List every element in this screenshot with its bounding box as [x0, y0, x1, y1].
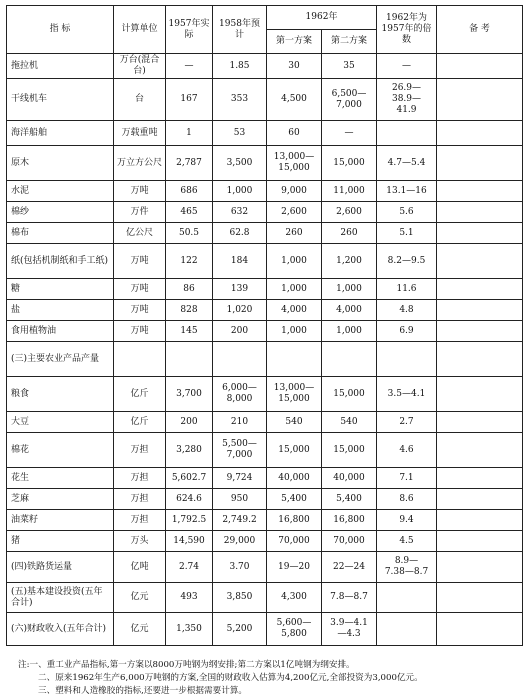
row-unit: 万担	[114, 468, 166, 489]
row-remarks	[437, 510, 523, 531]
value-1962-plan-a: 1,000	[267, 321, 322, 342]
row-unit: 亿元	[114, 613, 166, 646]
value-ratio: 8.9— 7.38—8.7	[377, 552, 437, 583]
value-1962-plan-b: 35	[322, 54, 377, 79]
row-name: 芝麻	[7, 489, 114, 510]
value-1962-plan-b	[322, 342, 377, 377]
value-1962-plan-a: 16,800	[267, 510, 322, 531]
row-remarks	[437, 377, 523, 412]
value-ratio: 11.6	[377, 279, 437, 300]
value-1957: 686	[166, 181, 213, 202]
value-ratio: 8.6	[377, 489, 437, 510]
row-name: 纸(包括机制纸和手工纸)	[7, 244, 114, 279]
value-1958: 5,200	[213, 613, 267, 646]
value-1957: 145	[166, 321, 213, 342]
value-1958: 29,000	[213, 531, 267, 552]
row-unit: 万担	[114, 489, 166, 510]
value-ratio: 6.9	[377, 321, 437, 342]
table-row	[7, 300, 523, 321]
value-1958: 632	[213, 202, 267, 223]
value-1957: 167	[166, 79, 213, 121]
value-ratio: 26.9— 38.9— 41.9	[377, 79, 437, 121]
value-1962-plan-a: 260	[267, 223, 322, 244]
value-1958: 3,500	[213, 146, 267, 181]
value-1962-plan-b: 16,800	[322, 510, 377, 531]
row-name: 猪	[7, 531, 114, 552]
header-plan-b: 第二方案	[322, 30, 377, 54]
value-1958: 2,749.2	[213, 510, 267, 531]
value-1962-plan-b: 15,000	[322, 377, 377, 412]
value-1958: 210	[213, 412, 267, 433]
table-row	[7, 244, 523, 279]
value-1958: 1,000	[213, 181, 267, 202]
value-1957: 1	[166, 121, 213, 146]
table-row	[7, 202, 523, 223]
value-1958: 200	[213, 321, 267, 342]
value-1962-plan-a	[267, 342, 322, 377]
value-1957: 3,280	[166, 433, 213, 468]
value-1958: 9,724	[213, 468, 267, 489]
footnote-2: 二、原来1962年生产6,000万吨钢的方案,全国的财政收入估算为4,200亿元,全部投资为3,000亿元。	[38, 673, 423, 683]
value-1958: 353	[213, 79, 267, 121]
row-name: 盐	[7, 300, 114, 321]
value-1962-plan-b: —	[322, 121, 377, 146]
value-1962-plan-b: 1,000	[322, 279, 377, 300]
value-1957: 624.6	[166, 489, 213, 510]
value-1962-plan-b: 22—24	[322, 552, 377, 583]
value-1962-plan-b: 540	[322, 412, 377, 433]
value-1957	[166, 342, 213, 377]
row-remarks	[437, 412, 523, 433]
value-1962-plan-a: 1,000	[267, 279, 322, 300]
row-name: 水泥	[7, 181, 114, 202]
row-name: 粮食	[7, 377, 114, 412]
value-1962-plan-b: 5,400	[322, 489, 377, 510]
row-remarks	[437, 279, 523, 300]
value-1958: 950	[213, 489, 267, 510]
row-unit: 万件	[114, 202, 166, 223]
value-1962-plan-a: 4,300	[267, 583, 322, 613]
value-1962-plan-a: 60	[267, 121, 322, 146]
value-1958: 3,850	[213, 583, 267, 613]
value-1958: 3.70	[213, 552, 267, 583]
row-remarks	[437, 146, 523, 181]
value-1957: 5,602.7	[166, 468, 213, 489]
row-remarks	[437, 342, 523, 377]
value-ratio: 4.8	[377, 300, 437, 321]
row-remarks	[437, 181, 523, 202]
value-ratio: 8.2—9.5	[377, 244, 437, 279]
value-ratio: 4.6	[377, 433, 437, 468]
row-name: 油菜籽	[7, 510, 114, 531]
value-1962-plan-a: 5,400	[267, 489, 322, 510]
table-row	[7, 613, 523, 646]
value-1962-plan-b: 70,000	[322, 531, 377, 552]
row-unit: 万吨	[114, 279, 166, 300]
table-row	[7, 342, 523, 377]
row-unit: 万载重吨	[114, 121, 166, 146]
value-1962-plan-b: 6,500— 7,000	[322, 79, 377, 121]
header-year-1962: 1962年	[267, 6, 377, 30]
footnotes	[18, 659, 523, 698]
value-1962-plan-a: 13,000— 15,000	[267, 377, 322, 412]
value-1962-plan-b: 15,000	[322, 146, 377, 181]
value-1958: 1,020	[213, 300, 267, 321]
row-unit: 亿斤	[114, 412, 166, 433]
value-1962-plan-a: 2,600	[267, 202, 322, 223]
row-remarks	[437, 121, 523, 146]
table-row	[7, 433, 523, 468]
row-name: (六)财政收入(五年合计)	[7, 613, 114, 646]
row-remarks	[437, 244, 523, 279]
table-body	[7, 54, 523, 646]
row-name: 大豆	[7, 412, 114, 433]
value-1962-plan-a: 5,600— 5,800	[267, 613, 322, 646]
table-row	[7, 321, 523, 342]
value-1957: 493	[166, 583, 213, 613]
value-1962-plan-a: 4,500	[267, 79, 322, 121]
row-name: (四)铁路货运量	[7, 552, 114, 583]
table-row	[7, 79, 523, 121]
value-ratio: 13.1—16	[377, 181, 437, 202]
row-remarks	[437, 531, 523, 552]
row-remarks	[437, 321, 523, 342]
value-ratio: 3.5—4.1	[377, 377, 437, 412]
table-row	[7, 468, 523, 489]
row-remarks	[437, 300, 523, 321]
row-unit: 亿吨	[114, 552, 166, 583]
table-row	[7, 583, 523, 613]
value-ratio: 9.4	[377, 510, 437, 531]
row-remarks	[437, 54, 523, 79]
row-name: 花生	[7, 468, 114, 489]
value-1958: 139	[213, 279, 267, 300]
table-row	[7, 121, 523, 146]
row-name: 干线机车	[7, 79, 114, 121]
footnote-3: 三、塑料和人造橡胶的指标,还要进一步根据需要计算。	[38, 686, 247, 696]
value-1958: 62.8	[213, 223, 267, 244]
value-1958: 1.85	[213, 54, 267, 79]
value-1958: 53	[213, 121, 267, 146]
value-1957: 1,792.5	[166, 510, 213, 531]
value-1957: 200	[166, 412, 213, 433]
value-1962-plan-b: 1,200	[322, 244, 377, 279]
row-name: 原木	[7, 146, 114, 181]
value-1962-plan-b: 3.9—4.1 —4.3	[322, 613, 377, 646]
value-ratio: 5.6	[377, 202, 437, 223]
row-unit: 万台(混合台)	[114, 54, 166, 79]
value-ratio	[377, 613, 437, 646]
value-1958: 5,500— 7,000	[213, 433, 267, 468]
value-1962-plan-a: 13,000— 15,000	[267, 146, 322, 181]
row-unit: 万头	[114, 531, 166, 552]
footnote-1: 注:一、重工业产品指标,第一方案以8000万吨钢为纲安排;第二方案以1亿吨钢为纲安排。	[18, 660, 355, 670]
table-row	[7, 181, 523, 202]
table-row	[7, 531, 523, 552]
value-ratio	[377, 121, 437, 146]
row-unit: 万吨	[114, 244, 166, 279]
value-1962-plan-b: 40,000	[322, 468, 377, 489]
row-name: 拖拉机	[7, 54, 114, 79]
row-unit: 万吨	[114, 321, 166, 342]
value-1962-plan-b: 2,600	[322, 202, 377, 223]
row-unit: 亿公尺	[114, 223, 166, 244]
table-row	[7, 223, 523, 244]
value-1962-plan-a: 1,000	[267, 244, 322, 279]
header-remarks: 备 考	[437, 6, 523, 54]
value-1962-plan-b: 7.8—8.7	[322, 583, 377, 613]
value-1962-plan-a: 9,000	[267, 181, 322, 202]
row-name: 棉纱	[7, 202, 114, 223]
table-row	[7, 510, 523, 531]
row-remarks	[437, 79, 523, 121]
row-name: 食用植物油	[7, 321, 114, 342]
header-ratio: 1962年为1957年的倍数	[377, 6, 437, 54]
row-unit	[114, 342, 166, 377]
value-1958: 6,000— 8,000	[213, 377, 267, 412]
value-ratio: 5.1	[377, 223, 437, 244]
row-unit: 万担	[114, 510, 166, 531]
table-row	[7, 146, 523, 181]
row-remarks	[437, 223, 523, 244]
value-ratio: —	[377, 54, 437, 79]
value-1962-plan-a: 70,000	[267, 531, 322, 552]
value-ratio: 4.7—5.4	[377, 146, 437, 181]
row-unit: 万立方公尺	[114, 146, 166, 181]
value-1958	[213, 342, 267, 377]
table-row	[7, 279, 523, 300]
value-1957: 3,700	[166, 377, 213, 412]
value-1962-plan-b: 4,000	[322, 300, 377, 321]
plan-table	[6, 5, 523, 646]
row-unit: 万吨	[114, 181, 166, 202]
table-row	[7, 54, 523, 79]
value-ratio: 2.7	[377, 412, 437, 433]
header-plan-a: 第一方案	[267, 30, 322, 54]
row-unit: 亿斤	[114, 377, 166, 412]
value-1957: 2.74	[166, 552, 213, 583]
row-name: 海洋船舶	[7, 121, 114, 146]
value-1957: 122	[166, 244, 213, 279]
row-remarks	[437, 489, 523, 510]
value-1957: 14,590	[166, 531, 213, 552]
value-ratio: 4.5	[377, 531, 437, 552]
header-actual-1957: 1957年实际	[166, 6, 213, 54]
row-remarks	[437, 468, 523, 489]
row-name: (五)基本建设投资(五年合计)	[7, 583, 114, 613]
value-1957: —	[166, 54, 213, 79]
value-ratio	[377, 583, 437, 613]
row-unit: 亿元	[114, 583, 166, 613]
header-unit: 计算单位	[114, 6, 166, 54]
row-remarks	[437, 583, 523, 613]
row-unit: 台	[114, 79, 166, 121]
row-name: 糖	[7, 279, 114, 300]
value-1957: 86	[166, 279, 213, 300]
row-remarks	[437, 613, 523, 646]
table-row	[7, 412, 523, 433]
row-unit: 万吨	[114, 300, 166, 321]
row-remarks	[437, 552, 523, 583]
header-indicator: 指 标	[7, 6, 114, 54]
value-1958: 184	[213, 244, 267, 279]
value-1962-plan-b: 260	[322, 223, 377, 244]
value-1957: 50.5	[166, 223, 213, 244]
value-1957: 2,787	[166, 146, 213, 181]
table-row	[7, 489, 523, 510]
value-ratio	[377, 342, 437, 377]
row-name: 棉花	[7, 433, 114, 468]
table-row	[7, 377, 523, 412]
value-1962-plan-a: 30	[267, 54, 322, 79]
row-remarks	[437, 202, 523, 223]
row-unit: 万担	[114, 433, 166, 468]
value-1962-plan-a: 15,000	[267, 433, 322, 468]
value-1962-plan-a: 19—20	[267, 552, 322, 583]
table-row	[7, 552, 523, 583]
value-1957: 465	[166, 202, 213, 223]
row-remarks	[437, 433, 523, 468]
value-ratio: 7.1	[377, 468, 437, 489]
value-1962-plan-a: 540	[267, 412, 322, 433]
value-1962-plan-b: 11,000	[322, 181, 377, 202]
value-1962-plan-a: 40,000	[267, 468, 322, 489]
value-1957: 1,350	[166, 613, 213, 646]
row-name: 棉布	[7, 223, 114, 244]
row-name: (三)主要农业产品产量	[7, 342, 114, 377]
value-1962-plan-b: 15,000	[322, 433, 377, 468]
value-1962-plan-b: 1,000	[322, 321, 377, 342]
value-1962-plan-a: 4,000	[267, 300, 322, 321]
value-1957: 828	[166, 300, 213, 321]
header-plan-1958: 1958年预计	[213, 6, 267, 54]
